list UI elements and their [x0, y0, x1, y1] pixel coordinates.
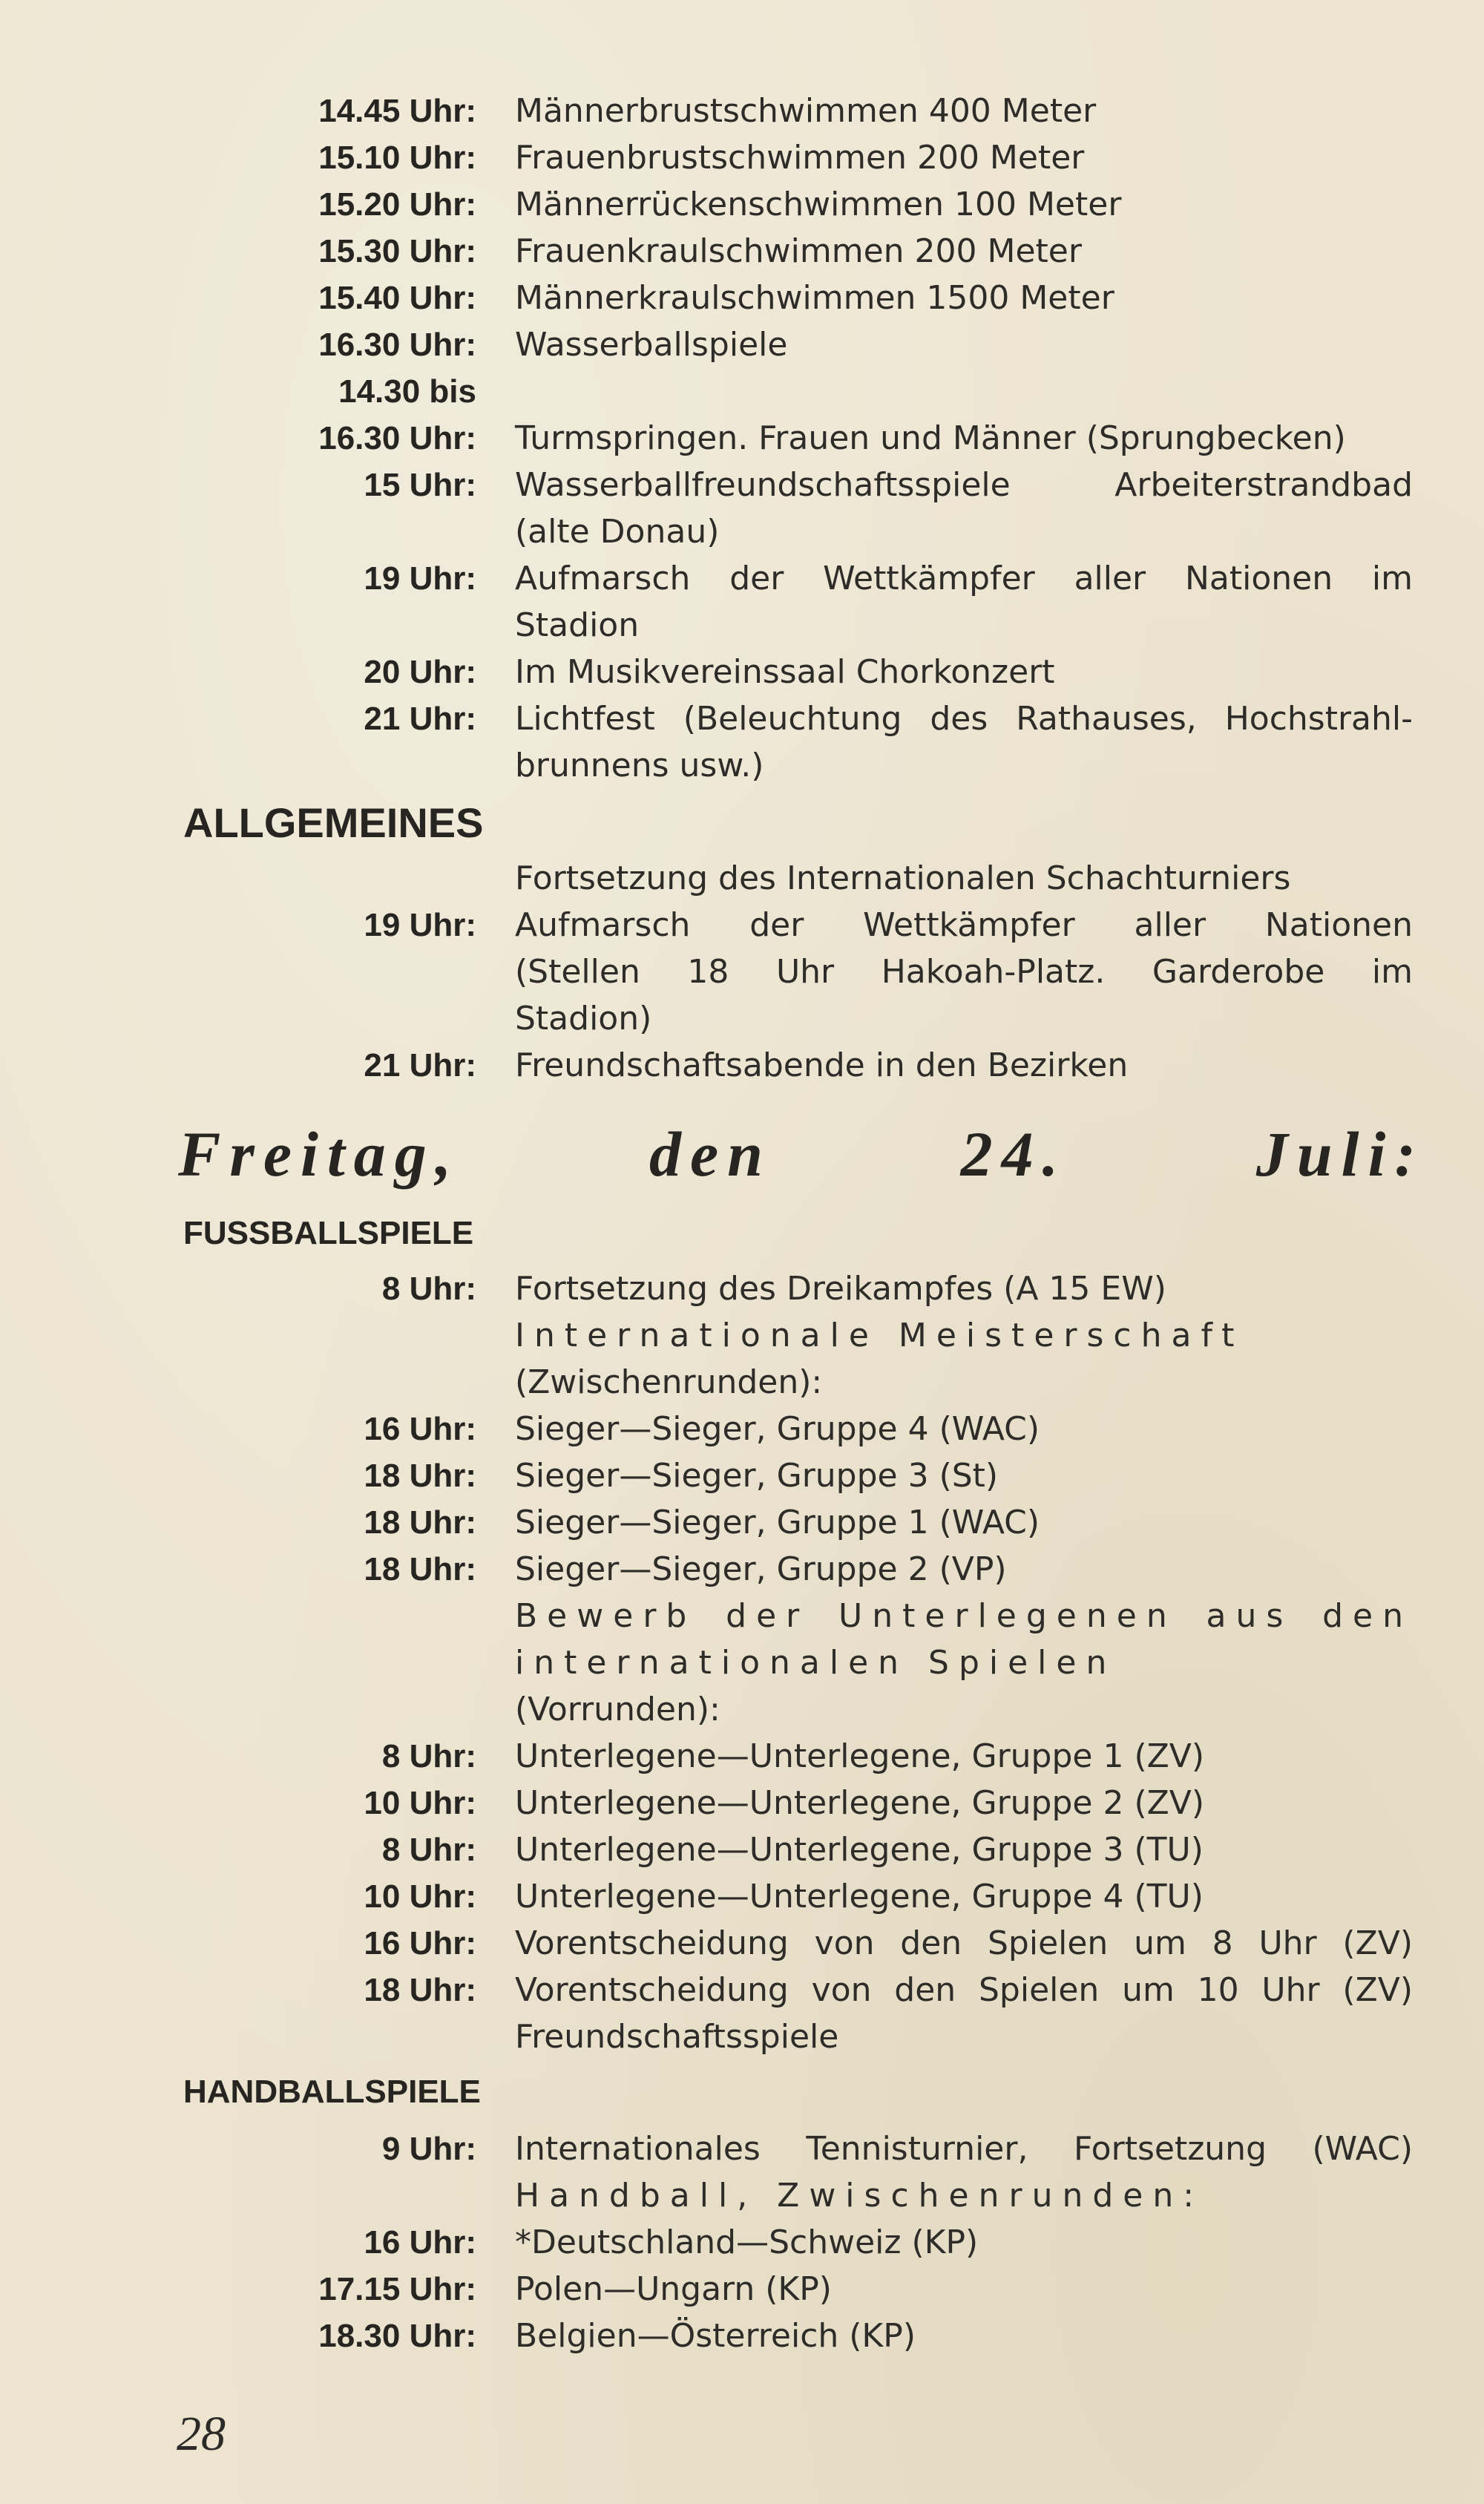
schedule-time: 18 Uhr:: [364, 1458, 476, 1494]
schedule-row: [0, 1734, 1484, 1779]
schedule-time: 16 Uhr:: [364, 2224, 476, 2261]
schedule-description: internationalen Spielen: [515, 1644, 1117, 1682]
schedule-description: Sieger—Sieger, Gruppe 3 (St): [515, 1457, 999, 1495]
schedule-row: [0, 136, 1484, 180]
schedule-row: [0, 2221, 1484, 2265]
schedule-row: [0, 603, 1484, 648]
schedule-time: 18.30 Uhr:: [318, 2318, 476, 2354]
schedule-row: [0, 2267, 1484, 2312]
schedule-row: [0, 1688, 1484, 1732]
schedule-row: [0, 276, 1484, 321]
schedule-row: [0, 1594, 1484, 1639]
schedule-row: [0, 1875, 1484, 1919]
schedule-time: 18 Uhr:: [364, 1504, 476, 1541]
schedule-description: Stadion: [515, 606, 640, 644]
schedule-description: Belgien—Österreich (KP): [515, 2317, 916, 2355]
day-heading: Freitag, den 24. Juli:: [178, 1118, 1425, 1190]
schedule-time: 15.10 Uhr:: [318, 140, 476, 176]
schedule-row: [0, 510, 1484, 554]
schedule-description: Freundschaftsabende in den Bezirken: [515, 1046, 1129, 1084]
schedule-description: Turmspringen. Frauen und Männer (Sprungbecken): [515, 419, 1346, 457]
schedule-row: [0, 1043, 1484, 1088]
schedule-row: [0, 1968, 1484, 2013]
schedule-time: 20 Uhr:: [364, 654, 476, 690]
schedule-description: Fortsetzung des Dreikampfes (A 15 EW): [515, 1270, 1166, 1308]
schedule-time: 8 Uhr:: [381, 1738, 476, 1774]
schedule-time: 16 Uhr:: [364, 1925, 476, 1961]
schedule-row: [0, 1407, 1484, 1452]
schedule-description: Männerbrustschwimmen 400 Meter: [515, 92, 1097, 130]
section-heading-fussballspiele: FUSSBALLSPIELE: [183, 1215, 474, 1251]
schedule-description: (alte Donau): [515, 513, 720, 551]
schedule-time: 18 Uhr:: [364, 1551, 476, 1587]
schedule-description: Wasserballfreundschaftsspiele Arbeiterstrandbad: [515, 466, 1413, 504]
schedule-time: 16 Uhr:: [364, 1411, 476, 1447]
schedule-description: Frauenbrustschwimmen 200 Meter: [515, 139, 1085, 177]
schedule-row: [0, 1828, 1484, 1872]
schedule-description: Sieger—Sieger, Gruppe 4 (WAC): [515, 1410, 1040, 1448]
schedule-row: [0, 2174, 1484, 2218]
schedule-row: [0, 1641, 1484, 1685]
schedule-row: [0, 229, 1484, 274]
schedule-row: [0, 416, 1484, 461]
schedule-description: Stadion): [515, 1000, 652, 1038]
schedule-time: 10 Uhr:: [364, 1878, 476, 1915]
schedule-row: [0, 183, 1484, 227]
schedule-row: [0, 557, 1484, 601]
schedule-row: [0, 856, 1484, 901]
page-number: 28: [177, 2407, 226, 2461]
schedule-description: Unterlegene—Unterlegene, Gruppe 1 (ZV): [515, 1737, 1205, 1775]
schedule-row: [0, 903, 1484, 948]
schedule-time: 16.30 Uhr:: [318, 327, 476, 363]
schedule-description: Bewerb der Unterlegenen aus den: [515, 1597, 1413, 1635]
schedule-description: Internationales Tennisturnier, Fortsetzung (WAC): [515, 2130, 1413, 2168]
schedule-row: [0, 697, 1484, 741]
schedule-time: 15.30 Uhr:: [318, 233, 476, 269]
schedule-description: Aufmarsch der Wettkämpfer aller Nationen: [515, 906, 1413, 944]
schedule-time: 17.15 Uhr:: [318, 2271, 476, 2307]
schedule-row: [0, 1921, 1484, 1966]
schedule-time: 9 Uhr:: [381, 2131, 476, 2167]
schedule-description: Aufmarsch der Wettkämpfer aller Nationen im: [515, 560, 1413, 597]
schedule-row: [0, 463, 1484, 508]
schedule-description: Polen—Ungarn (KP): [515, 2270, 832, 2308]
schedule-description: Internationale Meisterschaft: [515, 1317, 1244, 1354]
schedule-row: [0, 370, 1484, 414]
schedule-time: 15.20 Uhr:: [318, 186, 476, 223]
schedule-row: [0, 2015, 1484, 2059]
schedule-description: Sieger—Sieger, Gruppe 1 (WAC): [515, 1504, 1040, 1541]
schedule-time: 21 Uhr:: [364, 1047, 476, 1084]
schedule-description: (Zwischenrunden):: [515, 1363, 823, 1401]
schedule-description: Freundschaftsspiele: [515, 2018, 839, 2056]
schedule-time: 15 Uhr:: [364, 467, 476, 503]
schedule-row: [0, 323, 1484, 367]
schedule-description: Unterlegene—Unterlegene, Gruppe 2 (ZV): [515, 1784, 1205, 1822]
schedule-description: Lichtfest (Beleuchtung des Rathauses, Hochstrahl-: [515, 700, 1413, 738]
schedule-description: Im Musikvereinssaal Chorkonzert: [515, 653, 1055, 691]
schedule-time: 10 Uhr:: [364, 1785, 476, 1821]
schedule-description: Frauenkraulschwimmen 200 Meter: [515, 232, 1082, 270]
schedule-row: [0, 1267, 1484, 1311]
schedule-description: Unterlegene—Unterlegene, Gruppe 3 (TU): [515, 1831, 1204, 1869]
schedule-description: Männerkraulschwimmen 1500 Meter: [515, 279, 1114, 317]
schedule-time: 14.30 bis: [338, 373, 476, 410]
schedule-time: 8 Uhr:: [381, 1271, 476, 1307]
section-heading-allgemeines: ALLGEMEINES: [183, 799, 484, 846]
schedule-description: brunnens usw.): [515, 747, 764, 784]
schedule-row: [0, 1314, 1484, 1358]
schedule-description: (Vorrunden):: [515, 1691, 720, 1728]
schedule-time: 16.30 Uhr:: [318, 420, 476, 456]
schedule-row: [0, 650, 1484, 695]
schedule-row: [0, 1501, 1484, 1545]
schedule-row: [0, 744, 1484, 788]
schedule-row: [0, 997, 1484, 1041]
schedule-row: [0, 2314, 1484, 2359]
schedule-description: Männerrückenschwimmen 100 Meter: [515, 186, 1122, 223]
schedule-time: 19 Uhr:: [364, 560, 476, 597]
schedule-time: 15.40 Uhr:: [318, 280, 476, 316]
schedule-description: Vorentscheidung von den Spielen um 10 Uhr (ZV): [515, 1971, 1413, 2009]
schedule-description: Unterlegene—Unterlegene, Gruppe 4 (TU): [515, 1878, 1204, 1915]
schedule-description: Vorentscheidung von den Spielen um 8 Uhr (ZV): [515, 1924, 1413, 1962]
schedule-description: Handball, Zwischenrunden:: [515, 2177, 1204, 2215]
schedule-description: *Deutschland—Schweiz (KP): [515, 2223, 979, 2261]
schedule-time: 21 Uhr:: [364, 701, 476, 737]
schedule-row: [0, 89, 1484, 134]
section-heading-handballspiele: HANDBALLSPIELE: [183, 2074, 481, 2110]
schedule-row: [0, 1547, 1484, 1592]
schedule-row: [0, 1781, 1484, 1826]
schedule-description: Wasserballspiele: [515, 326, 788, 364]
schedule-row: [0, 1454, 1484, 1498]
schedule-row: [0, 1360, 1484, 1405]
schedule-time: 14.45 Uhr:: [318, 93, 476, 129]
schedule-time: 8 Uhr:: [381, 1832, 476, 1868]
schedule-row: [0, 2127, 1484, 2172]
schedule-description: Fortsetzung des Internationalen Schachturniers: [515, 859, 1291, 897]
schedule-time: 19 Uhr:: [364, 907, 476, 943]
schedule-description: (Stellen 18 Uhr Hakoah-Platz. Garderobe im: [515, 953, 1413, 991]
schedule-description: Sieger—Sieger, Gruppe 2 (VP): [515, 1550, 1007, 1588]
schedule-row: [0, 950, 1484, 994]
schedule-time: 18 Uhr:: [364, 1972, 476, 2008]
